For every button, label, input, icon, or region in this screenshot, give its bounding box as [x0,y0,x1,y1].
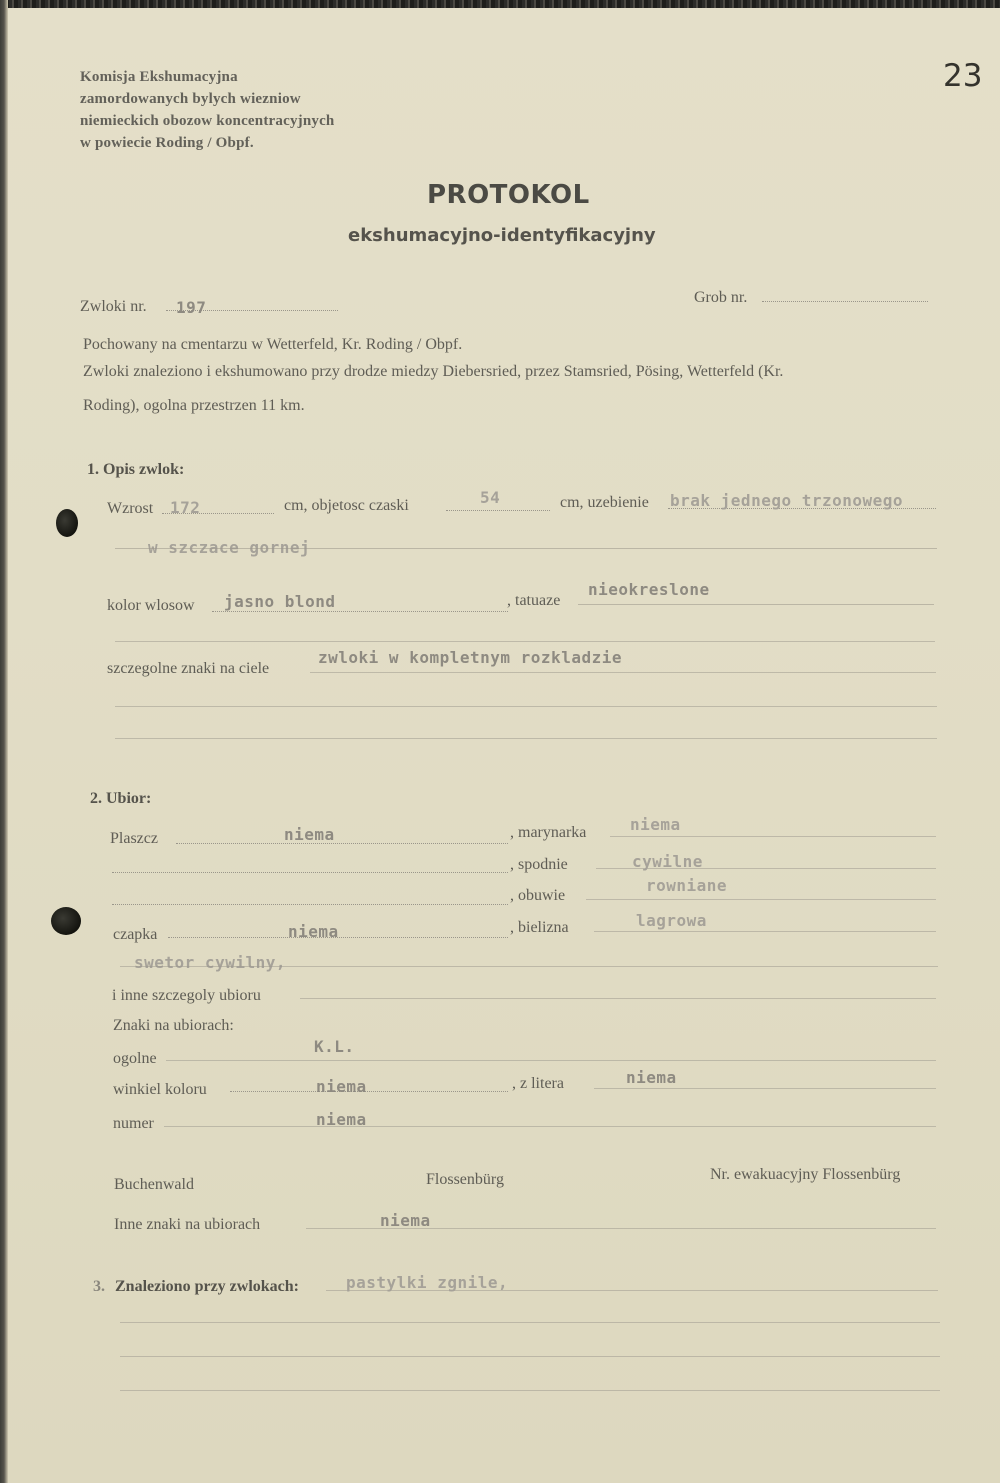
zwloki-value: 197 [176,298,207,317]
marynarka-line [610,836,936,837]
section3-number: 3. [93,1278,105,1295]
obuwie-line [586,899,936,900]
document-title: PROTOKOL [427,180,590,210]
inne-znaki-label: Inne znaki na ubiorach [114,1216,261,1233]
litera-label: , z litera [512,1075,564,1092]
bielizna-value: lagrowa [636,911,707,930]
buried-text: Pochowany na cmentarzu w Wetterfeld, Kr. Roding / Obpf. [83,336,463,353]
numer-label: numer [113,1115,154,1132]
winkiel-line [230,1091,508,1092]
czapka-value: niema [288,922,339,941]
uzebienie-value: brak jednego trzonowego [670,491,904,510]
wzrost-label: Wzrost [107,500,154,517]
marynarka-label: , marynarka [510,824,587,841]
section2-heading: 2. Ubior: [90,790,152,807]
tatuaze-value: nieokreslone [588,580,710,599]
section3-value: pastylki zgnile, [346,1273,509,1292]
kolor-wlosow-label: kolor wlosow [107,597,195,614]
litera-value: niema [626,1068,677,1087]
inne-szczegoly-line [300,998,936,999]
cm-uzebienie-label: cm, uzebienie [560,494,649,511]
grob-label: Grob nr. [694,289,748,306]
inne-znaki-value: niema [380,1211,431,1230]
spodnie-value: cywilne [632,852,703,871]
punch-hole-bottom [51,907,81,935]
uzebienie-value-2: w szczace gornej [148,538,311,557]
tatuaze-label: , tatuaze [507,592,561,609]
zwloki-label: Zwloki nr. [80,298,147,315]
numer-line [164,1126,936,1127]
buchenwald-label: Buchenwald [114,1176,194,1193]
kolor-wlosow-value: jasno blond [224,592,336,611]
ogolne-line [166,1060,936,1061]
line-blank-1 [115,641,935,642]
commission-line-3: niemieckich obozow koncentracyjnych [80,113,335,129]
document-subtitle: ekshumacyjno-identyfikacyjny [348,225,656,246]
bielizna-label: , bielizna [510,919,569,936]
inne-szczegoly-label: i inne szczegoly ubioru [112,987,261,1004]
obuwie-label: , obuwie [510,887,566,904]
spodnie-left-line [112,872,508,873]
plaszcz-label: Plaszcz [110,830,158,847]
czaszka-value: 54 [480,488,501,507]
kolor-wlosow-line [212,611,508,612]
tatuaze-line [578,604,934,605]
extra-clothing-line [120,966,938,967]
page-number: 23 [943,58,983,94]
found-text-line-2: Roding), ogolna przestrzen 11 km. [83,397,305,414]
czapka-label: czapka [113,926,158,943]
section3-line-3 [120,1356,940,1357]
litera-line [594,1088,936,1089]
commission-line-4: w powiecie Roding / Obpf. [80,135,254,151]
szczegolne-znaki-value: zwloki w kompletnym rozkladzie [318,648,622,667]
cm-czaszka-label: cm, objetosc czaski [284,497,409,514]
ogolne-label: ogolne [113,1050,157,1067]
obuwie-left-line [112,904,508,905]
spodnie-label: , spodnie [510,856,568,873]
line-blank-3 [115,738,937,739]
section1-heading: 1. Opis zwlok: [87,461,185,478]
winkiel-label: winkiel koloru [113,1081,207,1098]
wzrost-value: 172 [170,498,201,517]
obuwie-value: rowniane [646,876,728,895]
grob-line [762,301,928,302]
winkiel-value: niema [316,1077,367,1096]
szczegolne-znaki-label: szczegolne znaki na ciele [107,660,270,677]
uzebienie-line-2 [115,548,937,549]
marynarka-value: niema [630,815,681,834]
plaszcz-value: niema [284,825,335,844]
ewakuacyjny-label: Nr. ewakuacyjny Flossenbürg [710,1166,901,1183]
section3-line-2 [120,1322,940,1323]
ogolne-value: K.L. [314,1037,355,1056]
plaszcz-line [176,843,508,844]
commission-line-1: Komisja Ekshumacyjna [80,69,238,85]
znaki-na-ubiorach-label: Znaki na ubiorach: [113,1017,234,1034]
bielizna-line [594,931,936,932]
commission-line-2: zamordowanych bylych wiezniow [80,91,301,107]
flossenburg-label: Flossenbürg [426,1171,504,1188]
found-text-line-1: Zwloki znaleziono i ekshumowano przy drodze miedzy Diebersried, przez Stamsried, Pösing, Wetterfeld (Kr. [83,363,784,380]
extra-clothing-value: swetor cywilny, [134,953,286,972]
szczegolne-znaki-line [310,672,936,673]
czaszka-line [446,510,550,511]
line-blank-2 [115,706,937,707]
section3-heading: Znaleziono przy zwlokach: [115,1278,299,1295]
scan-edge-left [0,0,8,1483]
scan-edge-top [0,0,1000,8]
punch-hole-top [56,509,78,537]
section3-line-4 [120,1390,940,1391]
numer-value: niema [316,1110,367,1129]
